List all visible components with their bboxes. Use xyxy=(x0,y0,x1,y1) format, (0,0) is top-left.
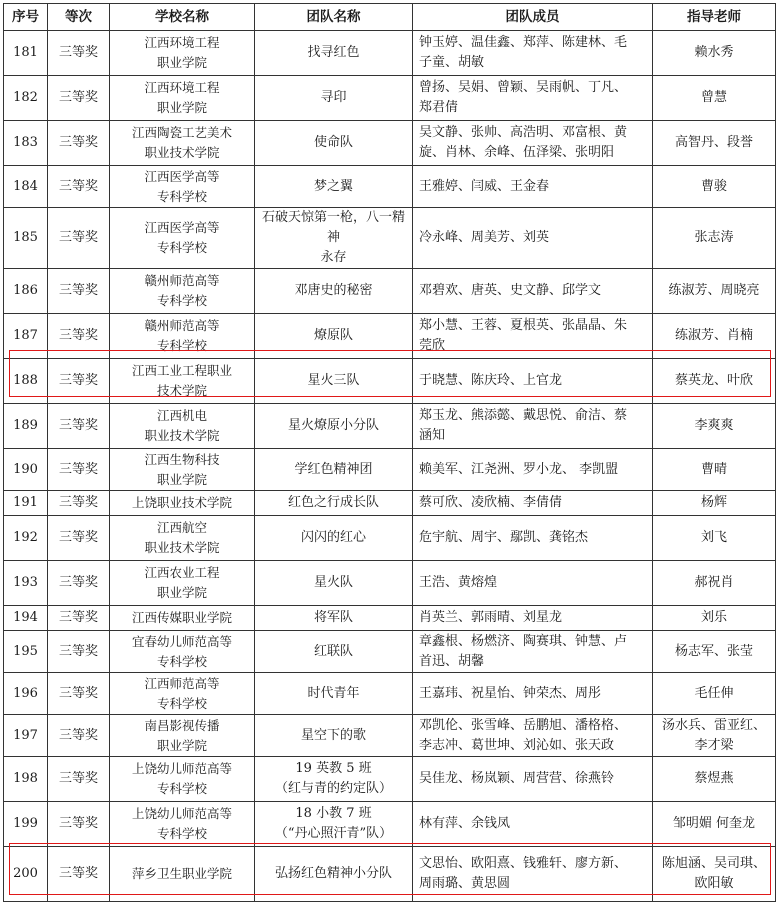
cell-school xyxy=(110,31,255,76)
cell-teacher xyxy=(653,802,776,847)
cell-school-line: 江西师范高等 xyxy=(144,675,220,691)
cell-members xyxy=(413,404,653,449)
cell-members-line: 李志冲、葛世坤、刘沁如、张天政 xyxy=(419,737,615,753)
table-row xyxy=(4,631,776,673)
cell-award: 三等奖 xyxy=(48,757,110,802)
cell-teacher xyxy=(653,76,776,121)
cell-school xyxy=(110,802,255,847)
cell-team xyxy=(255,31,413,76)
cell-teacher xyxy=(653,673,776,715)
cell-teacher-line: 刘乐 xyxy=(700,610,727,625)
table-row xyxy=(4,757,776,802)
cell-school-line: 赣州师范高等 xyxy=(144,273,220,288)
cell-teacher-line: 毛任伸 xyxy=(694,685,734,701)
table-row xyxy=(4,404,776,449)
cell-members-line: 莞欣 xyxy=(419,338,446,353)
cell-members-line: 吴文静、张帅、高浩明、邓富根、黄 xyxy=(419,125,628,140)
cell-team xyxy=(255,121,413,166)
cell-teacher xyxy=(653,269,776,314)
cell-team-line: 红色之行成长队 xyxy=(287,495,379,510)
cell-members-line: 郑君倩 xyxy=(419,100,459,115)
cell-teacher-line: 杨辉 xyxy=(700,495,727,510)
cell-team xyxy=(255,673,413,715)
cell-no: 197 xyxy=(4,715,48,757)
cell-members xyxy=(413,31,653,76)
cell-teacher xyxy=(653,606,776,631)
table-row xyxy=(4,121,776,166)
cell-no: 194 xyxy=(4,606,48,631)
cell-teacher-line: 蔡英龙、叶欣 xyxy=(674,373,753,388)
cell-teacher-line: 蔡煜燕 xyxy=(694,771,734,786)
cell-school-line: 上饶职业技术学院 xyxy=(131,495,232,510)
table-row xyxy=(4,715,776,757)
cell-members-line: 郑小慧、王蓉、夏根英、张晶晶、朱 xyxy=(419,318,628,333)
cell-members-line: 邓碧欢、唐英、史文静、邱学文 xyxy=(419,283,602,298)
cell-teacher xyxy=(653,491,776,516)
cell-school xyxy=(110,673,255,715)
cell-no: 183 xyxy=(4,121,48,166)
cell-school-line: 江西环境工程 xyxy=(144,80,220,95)
table-row xyxy=(4,269,776,314)
cell-members-line: 周雨璐、黄思圆 xyxy=(419,876,511,891)
cell-school xyxy=(110,121,255,166)
cell-members-line: 肖英兰、郭雨晴、刘星龙 xyxy=(419,610,563,625)
cell-members xyxy=(413,715,653,757)
cell-no: 182 xyxy=(4,76,48,121)
cell-team-line: 红联队 xyxy=(313,643,353,659)
cell-team-line: 梦之翼 xyxy=(313,178,353,194)
cell-school-line: 江西工业工程职业 xyxy=(131,363,232,378)
cell-members-line: 旋、肖林、余峰、伍泽梁、张明阳 xyxy=(419,145,615,160)
cell-members-line: 林有萍、余钱凤 xyxy=(419,816,511,831)
cell-award: 三等奖 xyxy=(48,631,110,673)
cell-award: 三等奖 xyxy=(48,561,110,606)
cell-members-line: 吴佳龙、杨岚颖、周营营、徐燕铃 xyxy=(419,771,615,786)
cell-team xyxy=(255,76,413,121)
cell-award: 三等奖 xyxy=(48,404,110,449)
cell-no: 192 xyxy=(4,516,48,561)
cell-members xyxy=(413,757,653,802)
header-teacher: 指导老师 xyxy=(653,4,776,31)
cell-school-line: 南昌影视传播 xyxy=(144,717,220,733)
cell-no: 184 xyxy=(4,166,48,208)
cell-members xyxy=(413,269,653,314)
cell-team xyxy=(255,802,413,847)
cell-teacher xyxy=(653,631,776,673)
cell-members xyxy=(413,802,653,847)
cell-teacher-line: 杨志军、张莹 xyxy=(674,643,753,659)
cell-members-line: 曾扬、吴娟、曾颖、吴雨帆、丁凡、 xyxy=(419,80,628,95)
cell-members-line: 危宇航、周宇、鄢凯、龚铭杰 xyxy=(419,530,589,545)
cell-members-line: 章鑫根、杨燃济、陶赛琪、钟慧、卢 xyxy=(419,633,628,649)
cell-school-line: 专科学校 xyxy=(156,695,207,711)
cell-team xyxy=(255,449,413,491)
cell-school-line: 职业技术学院 xyxy=(144,540,220,555)
cell-school-line: 江西农业工程 xyxy=(144,565,220,580)
header-row xyxy=(4,4,776,31)
cell-team-line: 学红色精神团 xyxy=(294,461,373,477)
cell-school xyxy=(110,757,255,802)
cell-team-line: 将军队 xyxy=(313,610,353,625)
table-row xyxy=(4,561,776,606)
cell-teacher-line: 曹晴 xyxy=(700,461,727,477)
table-row xyxy=(4,359,776,404)
cell-team xyxy=(255,404,413,449)
cell-teacher-line: 练淑芳、肖楠 xyxy=(674,328,753,343)
cell-team xyxy=(255,208,413,269)
cell-team xyxy=(255,314,413,359)
cell-award: 三等奖 xyxy=(48,166,110,208)
cell-school-line: 赣州师范高等 xyxy=(144,318,220,333)
cell-no: 190 xyxy=(4,449,48,491)
cell-teacher xyxy=(653,31,776,76)
cell-members xyxy=(413,847,653,902)
cell-school-line: 技术学院 xyxy=(156,383,207,398)
cell-team-line: 找寻红色 xyxy=(307,45,360,60)
header-award: 等次 xyxy=(48,4,110,31)
cell-award: 三等奖 xyxy=(48,121,110,166)
cell-school xyxy=(110,715,255,757)
table-row xyxy=(4,847,776,902)
cell-teacher-line: 曹骏 xyxy=(700,178,727,194)
cell-team xyxy=(255,757,413,802)
cell-school-line: 职业学院 xyxy=(156,100,207,115)
cell-school-line: 江西机电 xyxy=(156,408,207,423)
cell-teacher xyxy=(653,121,776,166)
cell-no: 193 xyxy=(4,561,48,606)
cell-members xyxy=(413,208,653,269)
cell-school-line: 职业技术学院 xyxy=(144,145,220,160)
cell-members-line: 郑玉龙、熊添懿、戴思悦、俞洁、蔡 xyxy=(419,408,628,423)
cell-team-line: 时代青年 xyxy=(307,685,360,701)
cell-school-line: 专科学校 xyxy=(156,338,207,353)
cell-team xyxy=(255,166,413,208)
cell-team-line: 闪闪的红心 xyxy=(300,530,366,545)
cell-no: 181 xyxy=(4,31,48,76)
cell-members-line: 王雅婷、闫威、王金春 xyxy=(419,178,550,194)
cell-school-line: 专科学校 xyxy=(156,653,207,669)
cell-teacher-line: 赖水秀 xyxy=(694,45,734,60)
cell-school-line: 专科学校 xyxy=(156,188,207,204)
cell-school xyxy=(110,631,255,673)
cell-teacher xyxy=(653,208,776,269)
cell-teacher xyxy=(653,715,776,757)
cell-teacher xyxy=(653,561,776,606)
cell-teacher-line: 汤水兵、雷亚红、 xyxy=(661,717,766,733)
cell-team-line: 星火燎原小分队 xyxy=(287,418,379,433)
cell-school-line: 职业技术学院 xyxy=(144,428,220,443)
cell-team-line: 寻印 xyxy=(320,90,347,105)
cell-teacher-line: 郝祝肖 xyxy=(694,575,734,590)
table-row xyxy=(4,166,776,208)
cell-members xyxy=(413,449,653,491)
cell-award: 三等奖 xyxy=(48,673,110,715)
cell-members xyxy=(413,359,653,404)
cell-award: 三等奖 xyxy=(48,449,110,491)
cell-school xyxy=(110,314,255,359)
cell-school-line: 江西环境工程 xyxy=(144,35,220,50)
cell-award: 三等奖 xyxy=(48,606,110,631)
cell-members xyxy=(413,516,653,561)
cell-no: 196 xyxy=(4,673,48,715)
cell-no: 195 xyxy=(4,631,48,673)
cell-members-line: 钟玉婷、温佳鑫、郑萍、陈建林、毛 xyxy=(419,35,628,50)
cell-school xyxy=(110,269,255,314)
cell-teacher-line: 欧阳敏 xyxy=(694,876,734,891)
cell-school xyxy=(110,359,255,404)
cell-team-line: 石破天惊第一枪，八一精神 xyxy=(261,210,405,245)
cell-teacher xyxy=(653,757,776,802)
cell-award: 三等奖 xyxy=(48,208,110,269)
cell-school-line: 职业学院 xyxy=(156,737,207,753)
table-row xyxy=(4,449,776,491)
cell-members-line: 王嘉玮、祝星怡、钟荣杰、周彤 xyxy=(419,685,602,701)
cell-award: 三等奖 xyxy=(48,715,110,757)
cell-team-line: 星空下的歌 xyxy=(300,727,366,743)
cell-award: 三等奖 xyxy=(48,516,110,561)
cell-school xyxy=(110,561,255,606)
table-row xyxy=(4,516,776,561)
cell-members-line: 于晓慧、陈庆玲、上官龙 xyxy=(419,373,563,388)
cell-members xyxy=(413,606,653,631)
cell-no: 185 xyxy=(4,208,48,269)
cell-team-line: （红与青的约定队） xyxy=(274,781,392,796)
cell-members xyxy=(413,166,653,208)
cell-school-line: 专科学校 xyxy=(156,826,207,841)
table-row xyxy=(4,31,776,76)
cell-members-line: 子童、胡敏 xyxy=(419,55,485,70)
cell-members xyxy=(413,561,653,606)
cell-award: 三等奖 xyxy=(48,491,110,516)
cell-teacher xyxy=(653,847,776,902)
cell-school xyxy=(110,449,255,491)
cell-school-line: 上饶幼儿师范高等 xyxy=(131,806,232,821)
cell-members xyxy=(413,673,653,715)
cell-school-line: 萍乡卫生职业学院 xyxy=(131,866,232,881)
table-row xyxy=(4,491,776,516)
cell-teacher-line: 李才梁 xyxy=(694,737,734,753)
cell-teacher-line: 曾慧 xyxy=(700,90,727,105)
cell-team xyxy=(255,847,413,902)
cell-team xyxy=(255,561,413,606)
cell-teacher-line: 练淑芳、周晓亮 xyxy=(668,283,760,298)
cell-school xyxy=(110,404,255,449)
cell-teacher-line: 张志涛 xyxy=(694,230,734,245)
cell-members xyxy=(413,314,653,359)
cell-teacher-line: 陈旭涵、吴司琪、 xyxy=(661,856,766,871)
cell-teacher xyxy=(653,166,776,208)
cell-team-line: 19 英教 5 班 xyxy=(295,761,372,776)
cell-no: 188 xyxy=(4,359,48,404)
header-school: 学校名称 xyxy=(110,4,255,31)
cell-team xyxy=(255,715,413,757)
cell-team xyxy=(255,516,413,561)
cell-school xyxy=(110,491,255,516)
cell-no: 186 xyxy=(4,269,48,314)
cell-members-line: 涵知 xyxy=(419,428,446,443)
table-row xyxy=(4,208,776,269)
header-no: 序号 xyxy=(4,4,48,31)
cell-team xyxy=(255,606,413,631)
cell-team-line: 星火三队 xyxy=(307,373,360,388)
cell-no: 191 xyxy=(4,491,48,516)
cell-school-line: 职业学院 xyxy=(156,55,207,70)
cell-school-line: 专科学校 xyxy=(156,240,207,255)
cell-team-line: 燎原队 xyxy=(313,328,353,343)
cell-award: 三等奖 xyxy=(48,314,110,359)
cell-school-line: 江西医学高等 xyxy=(144,168,220,184)
cell-award: 三等奖 xyxy=(48,31,110,76)
cell-members-line: 赖美军、江尧洲、罗小龙、 李凯盟 xyxy=(419,461,619,477)
cell-members-line: 文思怡、欧阳熹、钱雅轩、廖方新、 xyxy=(419,856,628,871)
cell-school xyxy=(110,76,255,121)
table-body xyxy=(4,31,776,902)
cell-teacher xyxy=(653,404,776,449)
cell-members-line: 王浩、黄熔煌 xyxy=(419,575,498,590)
cell-teacher-line: 邹明媚 何奎龙 xyxy=(672,816,756,831)
cell-team-line: （“丹心照汗青”队） xyxy=(274,826,393,841)
cell-school-line: 职业学院 xyxy=(156,471,207,487)
cell-members-line: 冷永峰、周美芳、刘英 xyxy=(419,230,550,245)
cell-no: 200 xyxy=(4,847,48,902)
cell-school xyxy=(110,166,255,208)
cell-school-line: 专科学校 xyxy=(156,293,207,308)
header-members: 团队成员 xyxy=(413,4,653,31)
cell-school xyxy=(110,208,255,269)
cell-teacher-line: 刘飞 xyxy=(700,530,727,545)
cell-members xyxy=(413,631,653,673)
cell-award: 三等奖 xyxy=(48,847,110,902)
cell-team xyxy=(255,631,413,673)
cell-school-line: 专科学校 xyxy=(156,781,207,796)
cell-team-line: 18 小教 7 班 xyxy=(295,806,372,821)
table-row xyxy=(4,673,776,715)
cell-no: 189 xyxy=(4,404,48,449)
cell-school-line: 江西医学高等 xyxy=(144,220,220,235)
cell-no: 187 xyxy=(4,314,48,359)
cell-school-line: 江西生物科技 xyxy=(144,451,220,467)
cell-teacher xyxy=(653,314,776,359)
award-table xyxy=(3,3,776,902)
header-team: 团队名称 xyxy=(255,4,413,31)
cell-team xyxy=(255,269,413,314)
table-row xyxy=(4,76,776,121)
table-row xyxy=(4,606,776,631)
cell-school-line: 江西陶瓷工艺美术 xyxy=(131,125,232,140)
cell-award: 三等奖 xyxy=(48,359,110,404)
cell-team-line: 邓唐史的秘密 xyxy=(294,283,373,298)
cell-team xyxy=(255,359,413,404)
cell-members-line: 蔡可欣、凌欣楠、李倩倩 xyxy=(419,495,563,510)
cell-teacher xyxy=(653,359,776,404)
cell-school-line: 江西航空 xyxy=(156,520,207,535)
cell-members xyxy=(413,76,653,121)
cell-team-line: 使命队 xyxy=(313,135,353,150)
cell-team-line: 弘扬红色精神小分队 xyxy=(274,866,392,881)
cell-members-line: 首迅、胡馨 xyxy=(419,653,485,669)
cell-award: 三等奖 xyxy=(48,802,110,847)
cell-school-line: 上饶幼儿师范高等 xyxy=(131,761,232,776)
cell-award: 三等奖 xyxy=(48,269,110,314)
cell-members-line: 邓凯伦、张雪峰、岳鹏旭、潘格格、 xyxy=(419,717,628,733)
cell-team-line: 永存 xyxy=(320,250,347,265)
cell-team xyxy=(255,491,413,516)
cell-school xyxy=(110,606,255,631)
cell-teacher-line: 高智丹、段誉 xyxy=(674,135,753,150)
cell-no: 198 xyxy=(4,757,48,802)
cell-school xyxy=(110,516,255,561)
cell-school-line: 职业学院 xyxy=(156,585,207,600)
cell-school-line: 宜春幼儿师范高等 xyxy=(131,633,232,649)
cell-teacher xyxy=(653,449,776,491)
cell-no: 199 xyxy=(4,802,48,847)
cell-award: 三等奖 xyxy=(48,76,110,121)
cell-members xyxy=(413,491,653,516)
cell-members xyxy=(413,121,653,166)
cell-school xyxy=(110,847,255,902)
table-row xyxy=(4,314,776,359)
cell-team-line: 星火队 xyxy=(313,575,353,590)
cell-teacher-line: 李爽爽 xyxy=(694,418,734,433)
cell-school-line: 江西传媒职业学院 xyxy=(131,610,232,625)
table-row xyxy=(4,802,776,847)
cell-teacher xyxy=(653,516,776,561)
